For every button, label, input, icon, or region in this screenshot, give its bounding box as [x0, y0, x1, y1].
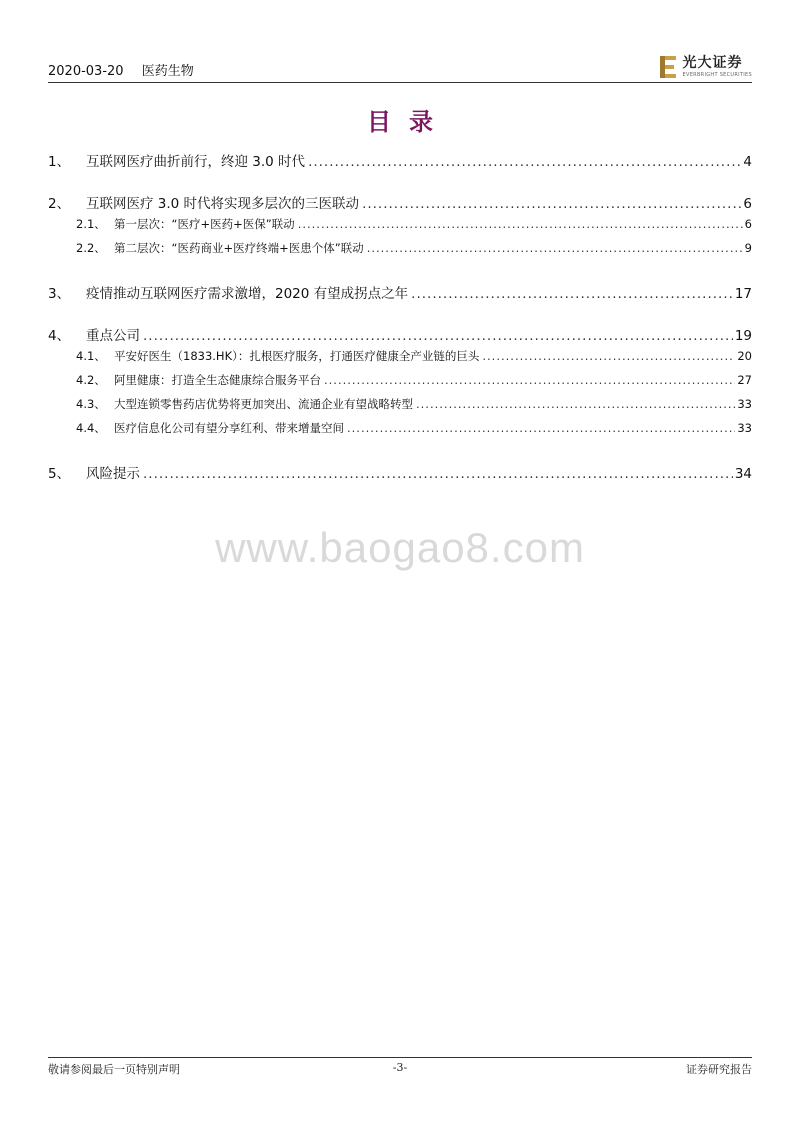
report-sector: 医药生物: [141, 64, 194, 79]
toc-heading: 目录: [367, 107, 451, 136]
report-type: 证券研究报告: [686, 1063, 752, 1076]
toc-entry-2[interactable]: [48, 192, 752, 216]
toc-entry-page: 20: [737, 349, 752, 363]
table-of-contents: [48, 150, 752, 486]
toc-leader-dots: [411, 286, 733, 302]
toc-entry-title: 第二层次：“医药商业+医疗终端+医患个体”联动: [114, 241, 364, 255]
everbright-logo-icon: [658, 55, 678, 79]
toc-entry-title: 互联网医疗 3.0 时代将实现多层次的三医联动: [86, 196, 360, 212]
toc-entry-page: 34: [734, 466, 752, 482]
header-meta: [48, 60, 208, 79]
toc-entry-page: 6: [744, 217, 752, 231]
toc-leader-dots: [347, 421, 735, 435]
toc-leader-dots: [362, 196, 741, 212]
toc-leader-dots: [298, 217, 743, 231]
toc-entry-number: 5、: [48, 466, 71, 482]
toc-entry-number: 2.1、: [76, 217, 106, 231]
toc-entry-page: 4: [743, 154, 752, 170]
toc-entry-title: 重点公司: [86, 328, 140, 344]
report-date: 2020-03-20: [48, 64, 124, 79]
toc-entry-number: 4.3、: [76, 397, 106, 411]
toc-leader-dots: [416, 397, 735, 411]
logo-english-name: EVERBRIGHT SECURITIES: [682, 72, 752, 78]
logo-chinese-name: 光大证券: [682, 55, 743, 71]
toc-entry-4[interactable]: [48, 324, 752, 348]
toc-entry-page: 6: [743, 196, 752, 212]
toc-entry-3[interactable]: [48, 282, 752, 306]
toc-entry-1[interactable]: [48, 150, 752, 174]
page-footer: [48, 1061, 752, 1079]
footer-divider: [48, 1057, 752, 1058]
toc-entry-title: 第一层次：“医疗+医药+医保”联动: [114, 217, 295, 231]
toc-entry-page: 33: [737, 421, 752, 435]
toc-entry-number: 4.2、: [76, 373, 106, 387]
header-divider: [48, 82, 752, 83]
toc-entry-title: 疫情推动互联网医疗需求激增，2020 有望成拐点之年: [86, 286, 409, 302]
toc-leader-dots: [308, 154, 741, 170]
toc-entry-page: 33: [737, 397, 752, 411]
toc-entry-number: 4.1、: [76, 349, 106, 363]
toc-entry-number: 4.4、: [76, 421, 106, 435]
toc-entry-4-4[interactable]: [48, 420, 752, 444]
toc-leader-dots: [482, 349, 735, 363]
company-logo: [658, 52, 752, 82]
toc-entry-page: 19: [734, 328, 752, 344]
toc-leader-dots: [367, 241, 743, 255]
toc-entry-number: 2、: [48, 196, 71, 212]
page-header: [48, 52, 752, 82]
toc-entry-4-2[interactable]: [48, 372, 752, 396]
toc-entry-page: 27: [737, 373, 752, 387]
page-number: -3-: [392, 1061, 408, 1074]
toc-entry-title: 阿里健康：打造全生态健康综合服务平台: [114, 373, 321, 387]
toc-entry-title: 风险提示: [86, 466, 140, 482]
toc-entry-title: 互联网医疗曲折前行，终迎 3.0 时代: [86, 154, 306, 170]
toc-entry-2-2[interactable]: [48, 240, 752, 264]
toc-entry-title: 平安好医生（1833.HK）：扎根医疗服务，打通医疗健康全产业链的巨头: [114, 349, 480, 363]
toc-entry-page: 17: [734, 286, 752, 302]
toc-entry-title: 医疗信息化公司有望分享红利、带来增量空间: [114, 421, 344, 435]
toc-entry-5[interactable]: [48, 462, 752, 486]
toc-entry-2-1[interactable]: [48, 216, 752, 240]
toc-entry-number: 2.2、: [76, 241, 106, 255]
toc-entry-number: 4、: [48, 328, 71, 344]
disclaimer-note: 敬请参阅最后一页特别声明: [48, 1063, 180, 1076]
toc-entry-number: 1、: [48, 154, 71, 170]
toc-entry-title: 大型连锁零售药店优势将更加突出、流通企业有望战略转型: [114, 397, 413, 411]
watermark: www.baogao8.com: [215, 524, 585, 571]
toc-entry-4-3[interactable]: [48, 396, 752, 420]
toc-entry-page: 9: [744, 241, 752, 255]
toc-leader-dots: [143, 328, 733, 344]
toc-entry-4-1[interactable]: [48, 348, 752, 372]
toc-entry-number: 3、: [48, 286, 71, 302]
toc-leader-dots: [324, 373, 735, 387]
toc-leader-dots: [143, 466, 733, 482]
